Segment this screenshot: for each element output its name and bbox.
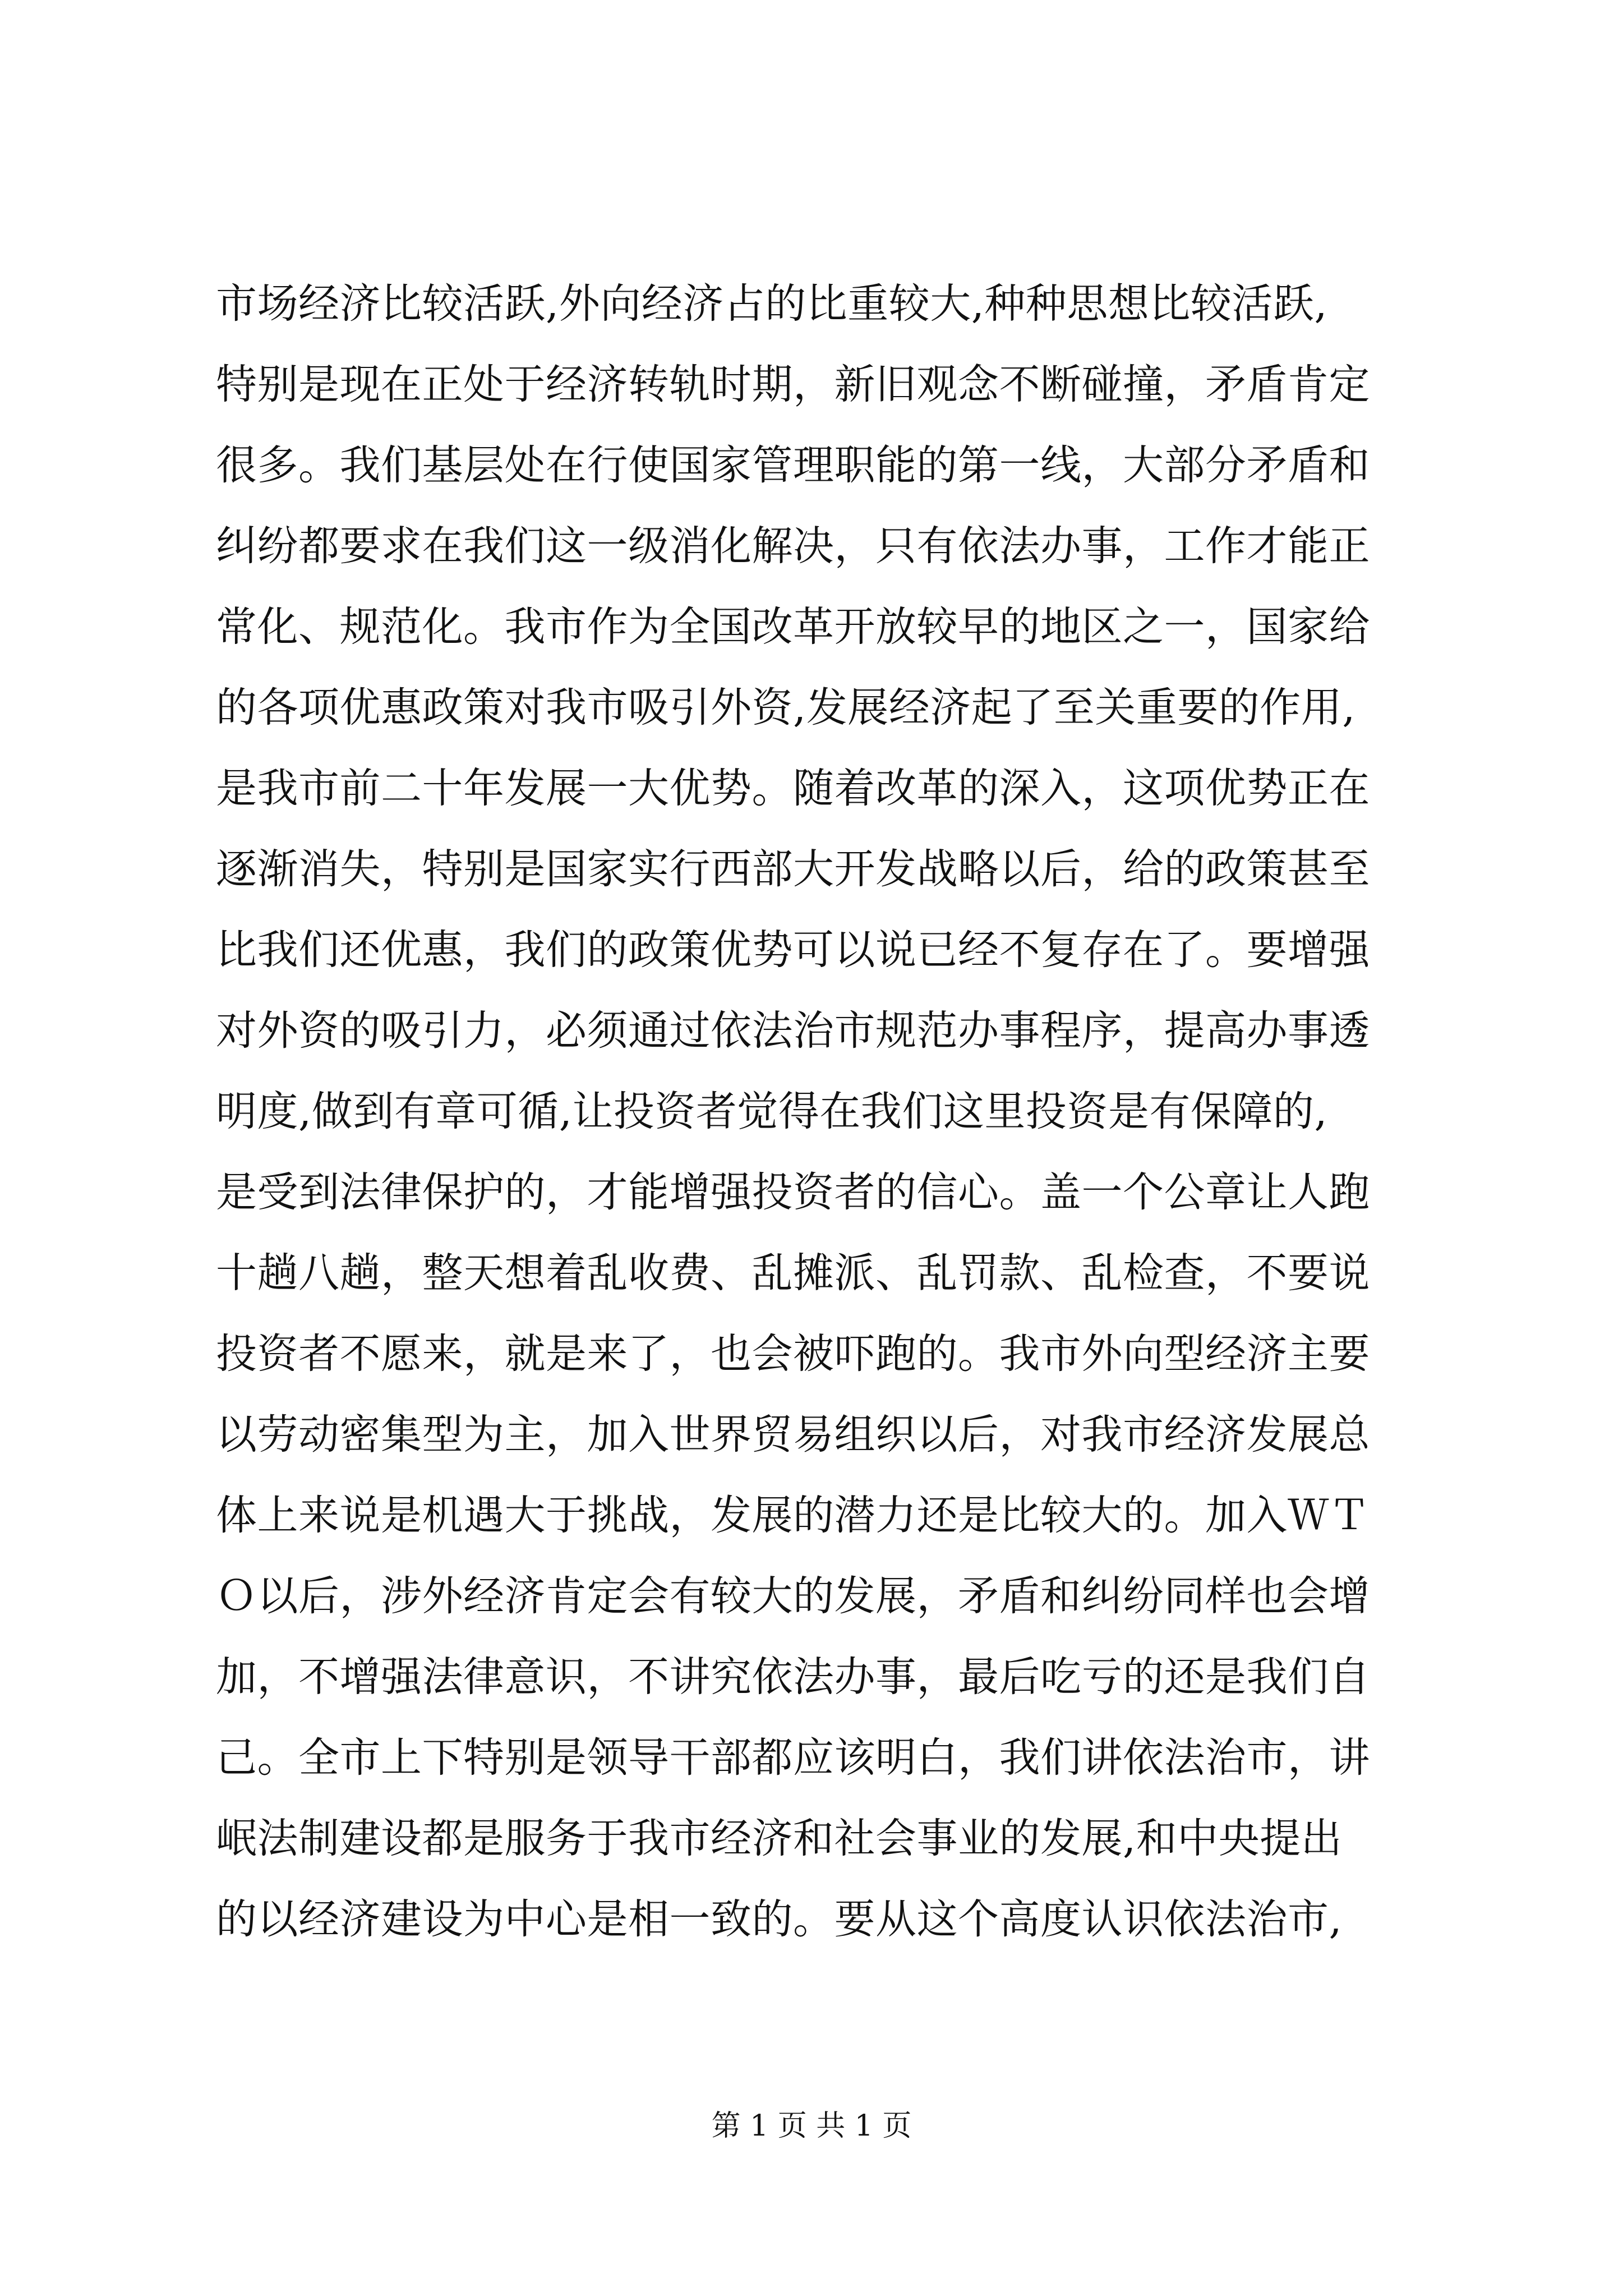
text-line-21: 的以经济建设为中心是相一致的。要从这个高度认识依法治市,: [216, 1895, 1343, 1943]
text-line-19: 己。全市上下特别是领导干部都应该明白，我们讲依法治市，讲: [216, 1734, 1370, 1782]
text-line-11: 明度,做到有章可循,让投资者觉得在我们这里投资是有保障的,: [216, 1088, 1328, 1135]
text-line-16: 体上来说是机遇大于挑战，发展的潜力还是比较大的。加入ＷＴ: [216, 1492, 1370, 1539]
text-line-2: 特别是现在正处于经济转轨时期，新旧观念不断碰撞，矛盾肯定: [216, 361, 1370, 408]
text-line-7: 是我市前二十年发展一大优势。随着改革的深入，这项优势正在: [216, 765, 1370, 812]
text-line-4: 纠纷都要求在我们这一级消化解决，只有依法办事，工作才能正: [216, 522, 1370, 570]
text-line-6: 的各项优惠政策对我市吸引外资,发展经济起了至关重要的作用,: [216, 684, 1355, 731]
page-footer: [0, 2106, 1623, 2146]
text-line-15: 以劳动密集型为主，加入世界贸易组织以后，对我市经济发展总: [216, 1411, 1370, 1458]
text-line-9: 比我们还优惠，我们的政策优势可以说已经不复存在了。要增强: [216, 926, 1370, 974]
text-line-17: Ｏ以后，涉外经济肯定会有较大的发展，矛盾和纠纷同样也会增: [216, 1572, 1370, 1620]
text-line-10: 对外资的吸引力，必须通过依法治市规范办事程序，提高办事透: [216, 1007, 1370, 1055]
text-line-5: 常化、规范化。我市作为全国改革开放较早的地区之一，国家给: [216, 603, 1370, 651]
body-text: [216, 264, 1416, 1960]
page-number-label: 第 1 页 共 1 页: [711, 2109, 912, 2143]
text-line-1: 市场经济比较活跃,外向经济占的比重较大,种种思想比较活跃,: [216, 280, 1328, 328]
text-line-14: 投资者不愿来，就是来了，也会被吓跑的。我市外向型经济主要: [216, 1330, 1370, 1378]
text-line-8: 逐渐消失，特别是国家实行西部大开发战略以后，给的政策甚至: [216, 845, 1370, 893]
text-line-13: 十趟八趟，整天想着乱收费、乱摊派、乱罚款、乱检查，不要说: [216, 1249, 1370, 1297]
text-line-18: 加，不增强法律意识，不讲究依法办事，最后吃亏的还是我们自: [216, 1653, 1370, 1701]
text-line-3: 很多。我们基层处在行使国家管理职能的第一线，大部分矛盾和: [216, 441, 1370, 489]
text-line-20: 岷法制建设都是服务于我市经济和社会事业的发展,和中央提出: [216, 1815, 1343, 1862]
text-line-12: 是受到法律保护的，才能增强投资者的信心。盖一个公章让人跑: [216, 1168, 1370, 1216]
